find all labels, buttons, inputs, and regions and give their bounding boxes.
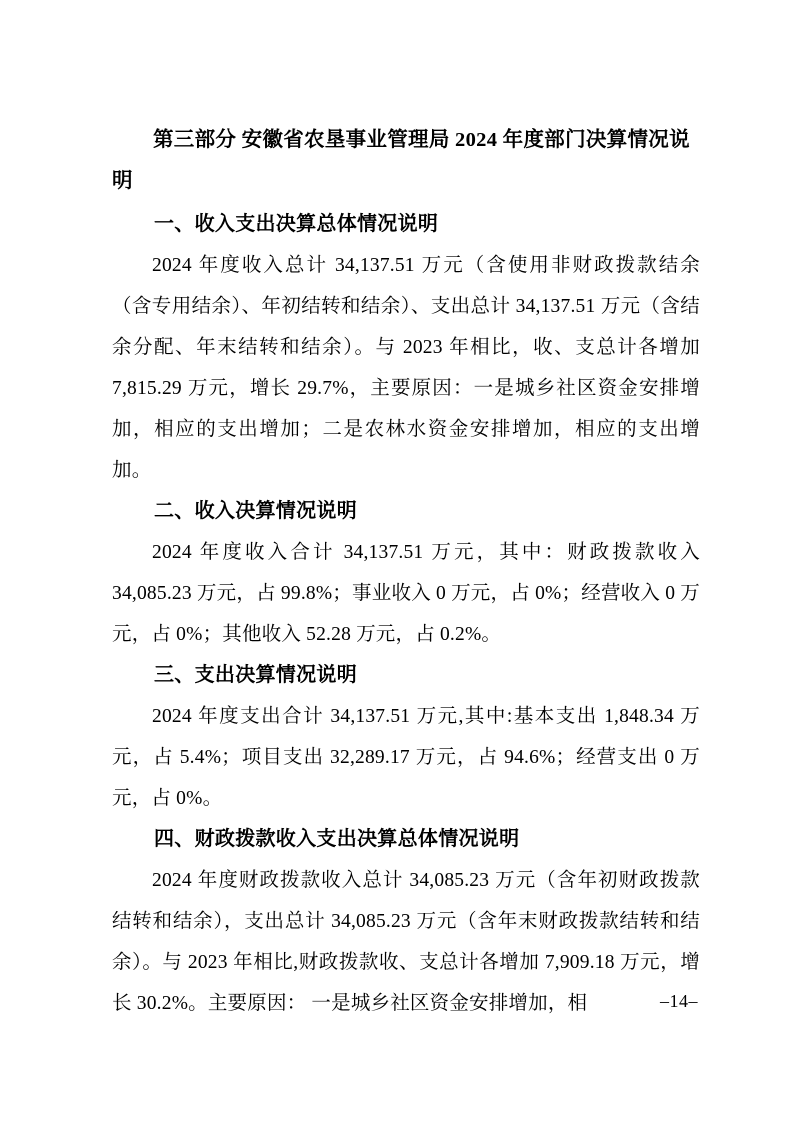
- section-heading-3: 三、支出决算情况说明: [154, 664, 357, 686]
- section-heading-1: 一、收入支出决算总体情况说明: [154, 213, 439, 235]
- section-paragraph-3: 2024 年度支出合计 34,137.51 万元,其中:基本支出 1,848.34 万元，占 5.4%；项目支出 32,289.17 万元，占 94.6%；经营支出 0 万元，占 0%。: [112, 706, 700, 809]
- page-number: –14–: [660, 991, 698, 1011]
- section-heading-2: 二、收入决算情况说明: [154, 500, 357, 522]
- document-body: [112, 120, 700, 1024]
- section-paragraph-1: 2024 年度收入总计 34,137.51 万元（含使用非财政拨款结余（含专用结余）、年初结转和结余）、支出总计 34,137.51 万元（含结余分配、年末结转和结余）。与 2023 年相比，收、支总计各增加 7,815.29 万元，增长 29.7%，主要原因：一是城乡社区资金安排增加，相应的支出增加；二是农林水资金安排增加，相应的支出增加。: [112, 255, 700, 481]
- section-paragraph-2: 2024 年度收入合计 34,137.51 万元，其中：财政拨款收入 34,085.23 万元，占 99.8%；事业收入 0 万元，占 0%；经营收入 0 万元，占 0%；其他收入 52.28 万元，占 0.2%。: [112, 542, 700, 645]
- page-title: 第三部分 安徽省农垦事业管理局 2024 年度部门决算情况说明: [112, 129, 690, 192]
- section-heading-4: 四、财政拨款收入支出决算总体情况说明: [154, 828, 520, 850]
- section-paragraph-4: 2024 年度财政拨款收入总计 34,085.23 万元（含年初财政拨款结转和结余），支出总计 34,085.23 万元（含年末财政拨款结转和结余）。与 2023 年相比,财政拨款收、支总计各增加 7,909.18 万元，增长 30.2%。主要原因： 一是城乡社区资金安排增加，相: [112, 870, 700, 1014]
